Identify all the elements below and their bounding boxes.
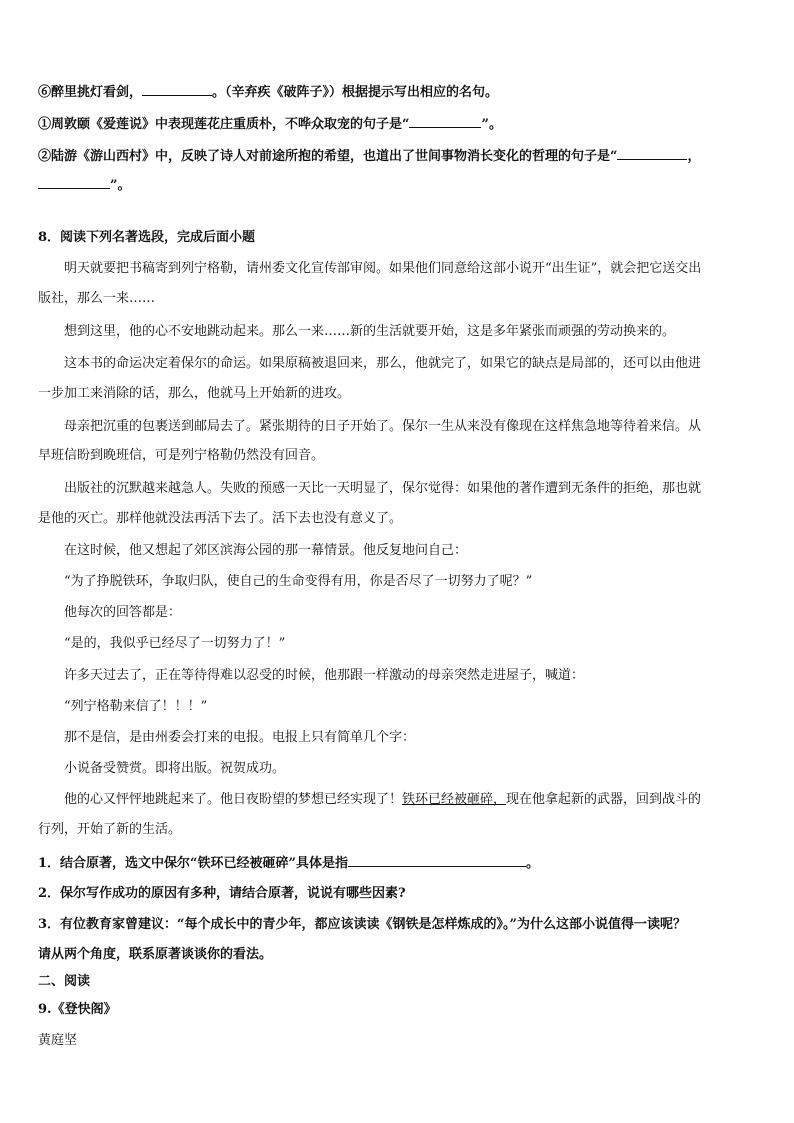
- fill-in-line-6: [38, 82, 498, 102]
- underlined-phrase: 铁环已经被砸碎，: [402, 792, 507, 807]
- passage-line: 在这时候，他又想起了郊区滨海公园的那一幕情景。他反复地问自己：: [64, 543, 468, 558]
- sub-question-text: 1．结合原著，选文中保尔“铁环已经被砸碎”具体是指: [38, 856, 349, 871]
- passage-line: 出版社的沉默越来越急人。失败的预感一天比一天明显了，保尔觉得：如果他的著作遭到无条件的拒绝，那也就: [64, 481, 702, 496]
- passage-text: 他的心又怦怦地跳起来了。他日夜盼望的梦想已经实现了！: [64, 792, 403, 807]
- fill-in-line-2: [38, 146, 701, 166]
- poem-author: 黄庭坚: [38, 1033, 78, 1048]
- fill-in-text: ”。: [481, 117, 502, 132]
- section-heading: 二、阅读: [38, 974, 91, 989]
- passage-line: 一步加工来消除的话，那么，他就马上开始新的进攻。: [38, 386, 351, 401]
- passage-line: “列宁格勒来信了！！！”: [64, 699, 208, 714]
- passage-line: 行列，开始了新的生活。: [38, 822, 182, 837]
- fill-in-text: ”。: [110, 178, 131, 193]
- fill-in-text: ②陆游《游山西村》中，反映了诗人对前途所抱的希望，也道出了世间事物消长变化的哲理的句子是“: [38, 149, 618, 164]
- answer-blank: [142, 82, 212, 96]
- passage-line: 许多天过去了，正在等待得难以忍受的时候，他那跟一样激动的母亲突然走进屋子，喊道：: [64, 668, 585, 683]
- passage-line: 想到这里，他的心不安地跳动起来。那么一来……新的生活就要开始，这是多年紧张而顽强的劳动换来的。: [64, 324, 676, 339]
- answer-blank: [348, 853, 526, 867]
- fill-in-line-2-cont: [38, 175, 130, 195]
- question-9-title: 9.《登快阁》: [38, 1002, 117, 1017]
- fill-in-text: ⑥醉里挑灯看剑，: [38, 85, 143, 100]
- passage-line: 明天就要把书稿寄到列宁格勒，请州委文化宣传部审阅。如果他们同意给这部小说开“出生证”，就会把它送交出: [64, 261, 702, 276]
- passage-text: 现在他拿起新的武器，回到战斗的: [506, 792, 702, 807]
- passage-line: 小说备受赞赏。即将出版。祝贺成功。: [64, 761, 286, 776]
- sub-question-3: 3．有位教育家曾建议：“每个成长中的青少年，都应该读读《钢铁是怎样炼成的》。”为什么这部小说值得一读呢？: [38, 917, 687, 932]
- question-8-heading: 8．阅读下列名著选段，完成后面小题: [38, 230, 256, 245]
- passage-line: 母亲把沉重的包裹送到邮局去了。紧张期待的日子开始了。保尔一生从来没有像现在这样焦急地等待着来信。从: [64, 419, 702, 434]
- fill-in-text: ①周敦颐《爱莲说》中表现莲花庄重质朴，不哗众取宠的句子是“: [38, 117, 410, 132]
- answer-blank: [38, 175, 110, 189]
- fill-in-line-1: [38, 114, 502, 134]
- passage-line: 那不是信，是由州委会打来的电报。电报上只有简单几个字：: [64, 730, 416, 745]
- passage-line: [64, 791, 701, 809]
- passage-line: 他每次的回答都是：: [64, 605, 182, 620]
- passage-line: 是他的灭亡。那样他就没法再活下去了。活下去也没有意义了。: [38, 511, 403, 526]
- passage-line: 这本书的命运决定着保尔的命运。如果原稿被退回来，那么，他就完了，如果它的缺点是局部的，还可以由他进: [64, 356, 702, 371]
- sub-question-3-cont: 请从两个角度，联系原著谈谈你的看法。: [38, 947, 273, 962]
- answer-blank: [409, 114, 481, 128]
- sub-question-1: [38, 853, 539, 873]
- sub-question-2: 2．保尔写作成功的原因有多种，请结合原著，说说有哪些因素?: [38, 886, 406, 901]
- passage-line: “是的，我似乎已经尽了一切努力了！”: [64, 636, 286, 651]
- fill-in-text: ，: [687, 149, 701, 164]
- passage-line: “为了挣脱铁环，争取归队，使自己的生命变得有用，你是否尽了一切努力了呢？”: [64, 574, 533, 589]
- passage-line: 版社，那么一来……: [38, 291, 156, 306]
- passage-line: 早班信盼到晚班信，可是列宁格勒仍然没有回音。: [38, 448, 325, 463]
- sub-question-text: 。: [526, 856, 540, 871]
- answer-blank: [617, 146, 687, 160]
- fill-in-text: 。（辛弃疾《破阵子》）根据提示写出相应的名句。: [212, 85, 499, 100]
